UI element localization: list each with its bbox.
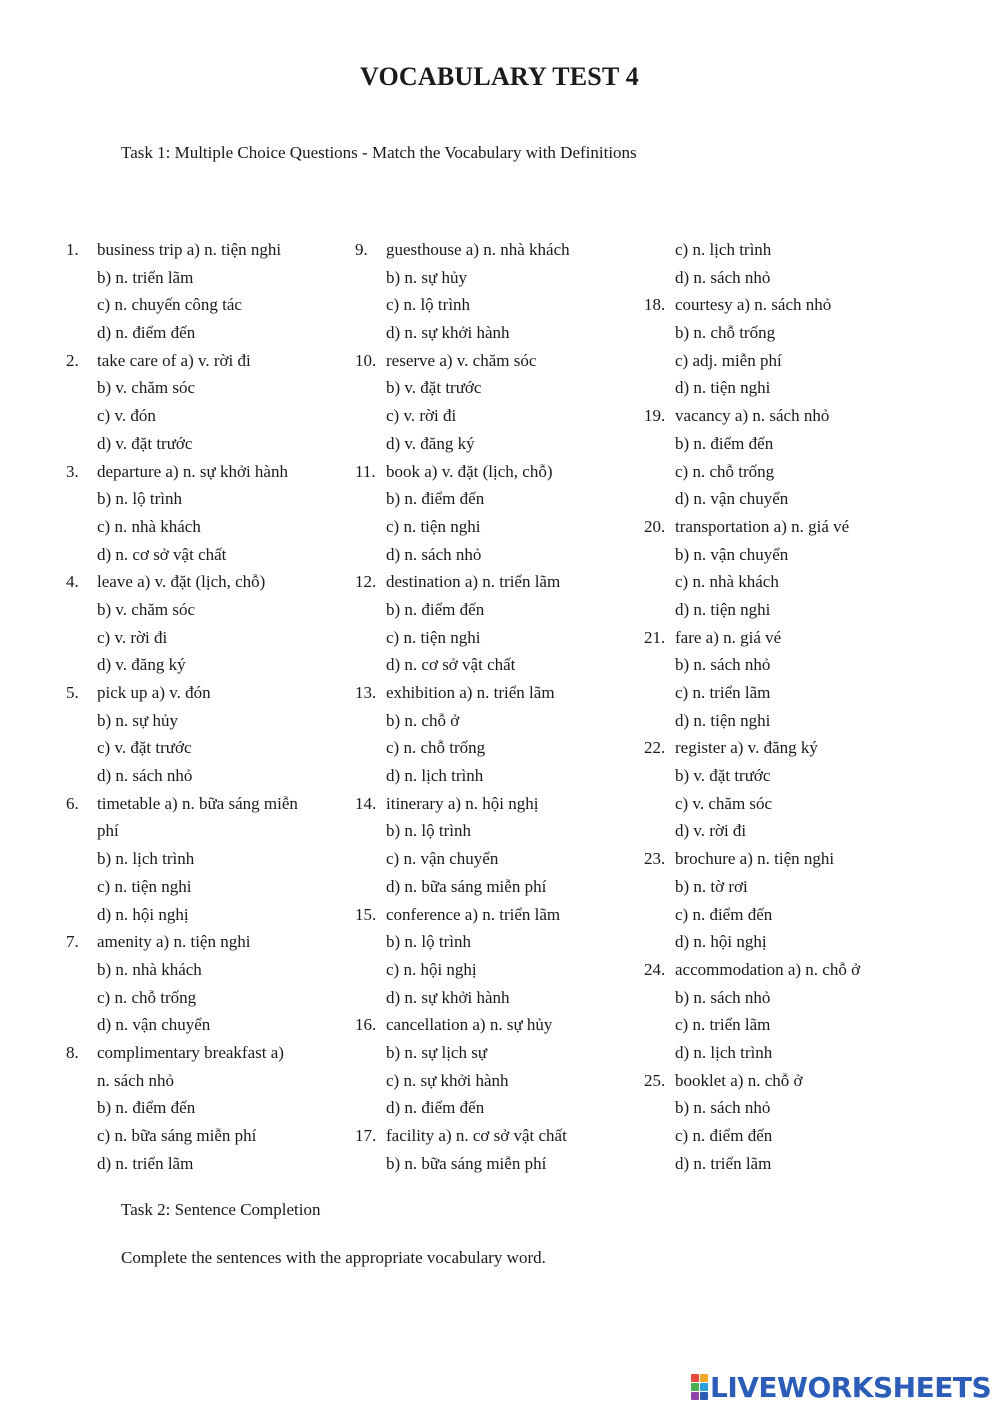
question-text: take care of a) v. rời đi <box>97 350 251 370</box>
question-text: b) n. sự hủy <box>386 267 467 287</box>
question-item <box>355 901 640 929</box>
question-text: timetable a) n. bữa sáng miễn <box>97 793 298 813</box>
question-number: 7. <box>66 932 79 952</box>
question-text: b) n. lộ trình <box>386 932 471 952</box>
option-line <box>355 541 640 569</box>
question-text: d) n. vận chuyển <box>97 1015 211 1035</box>
question-item <box>355 347 640 375</box>
option-line <box>644 928 929 956</box>
question-text: d) v. đặt trước <box>97 433 193 453</box>
question-item <box>355 1122 640 1150</box>
question-number: 22. <box>644 738 666 758</box>
option-line <box>66 984 351 1012</box>
question-number: 15. <box>355 904 377 924</box>
question-text: c) n. bữa sáng miễn phí <box>97 1126 257 1145</box>
option-line <box>355 707 640 735</box>
liveworksheets-brand[interactable] <box>691 1372 991 1402</box>
question-text: cancellation a) n. sự hủy <box>386 1015 553 1035</box>
question-number: 1. <box>66 240 79 259</box>
option-line <box>66 430 351 458</box>
option-line <box>66 402 351 430</box>
option-line <box>644 1150 929 1178</box>
option-line <box>66 485 351 513</box>
question-number: 16. <box>355 1015 377 1035</box>
question-text: b) n. lộ trình <box>386 821 471 841</box>
question-item <box>66 790 351 818</box>
question-number: 24. <box>644 959 666 979</box>
question-item <box>355 458 640 486</box>
question-text: d) v. đăng ký <box>386 433 475 453</box>
option-line <box>355 291 640 319</box>
question-text: d) n. sự khởi hành <box>386 987 510 1007</box>
option-line <box>355 485 640 513</box>
question-text: b) n. điểm đến <box>386 489 485 509</box>
option-line <box>355 1094 640 1122</box>
question-text: d) n. hội nghị <box>675 932 767 952</box>
option-line <box>355 374 640 402</box>
option-line <box>355 984 640 1012</box>
question-text: b) v. đặt trước <box>386 378 482 398</box>
option-line <box>644 568 929 596</box>
option-line <box>644 264 929 292</box>
option-line <box>644 817 929 845</box>
question-text: d) n. tiện nghi <box>675 710 771 730</box>
option-line <box>66 1011 351 1039</box>
question-text: pick up a) v. đón <box>97 683 211 702</box>
question-number: 3. <box>66 461 79 481</box>
question-text: c) n. triển lãm <box>675 683 771 702</box>
question-number: 4. <box>66 572 79 592</box>
option-line <box>66 845 351 873</box>
question-text: b) n. sách nhỏ <box>675 655 771 675</box>
question-number: 12. <box>355 572 377 592</box>
option-line <box>355 264 640 292</box>
question-text: c) n. lộ trình <box>386 295 471 315</box>
question-text: d) n. tiện nghi <box>675 378 771 398</box>
option-line <box>66 541 351 569</box>
task2-instruction: Complete the sentences with the appropriate vocabulary word. <box>121 1248 546 1267</box>
question-text: c) n. điểm đến <box>675 904 773 924</box>
option-line <box>644 1122 929 1150</box>
question-text: b) n. vận chuyển <box>675 544 789 564</box>
question-text: d) n. sự khởi hành <box>386 323 510 343</box>
option-line <box>355 734 640 762</box>
question-text: c) n. chỗ trống <box>97 987 197 1007</box>
question-text: complimentary breakfast a) <box>97 1042 284 1062</box>
option-line <box>355 1039 640 1067</box>
question-item <box>355 568 640 596</box>
question-text: d) n. vận chuyển <box>675 489 789 509</box>
question-text: b) n. điểm đến <box>97 1098 196 1118</box>
question-item <box>644 1067 929 1095</box>
option-line <box>66 1150 351 1178</box>
question-text: amenity a) n. tiện nghi <box>97 932 251 952</box>
question-text: b) n. sự hủy <box>97 710 178 730</box>
question-text: b) n. sách nhỏ <box>675 1098 771 1118</box>
question-item <box>355 679 640 707</box>
question-number: 19. <box>644 406 666 426</box>
question-text: b) n. điểm đến <box>675 433 774 453</box>
question-text: d) v. rời đi <box>675 821 747 841</box>
question-text: b) n. nhà khách <box>97 959 202 979</box>
option-line <box>355 513 640 541</box>
question-text: b) n. sự lịch sự <box>386 1042 488 1062</box>
question-text: b) n. triển lãm <box>97 267 194 287</box>
question-text: leave a) v. đặt (lịch, chỗ) <box>97 572 266 592</box>
question-text: facility a) n. cơ sở vật chất <box>386 1126 567 1145</box>
logo-tile <box>700 1383 708 1391</box>
question-item <box>355 236 640 264</box>
option-line <box>66 291 351 319</box>
question-text: d) n. lịch trình <box>386 766 484 786</box>
question-text: brochure a) n. tiện nghi <box>675 849 835 869</box>
liveworksheets-logo-icon <box>691 1374 708 1400</box>
question-column-3 <box>644 236 929 1177</box>
option-line <box>644 319 929 347</box>
question-text: c) n. điểm đến <box>675 1126 773 1145</box>
option-line <box>644 236 929 264</box>
question-number: 10. <box>355 350 377 370</box>
question-text: fare a) n. giá vé <box>675 627 782 647</box>
question-text: phí <box>97 821 119 841</box>
question-text: c) n. triển lãm <box>675 1015 771 1035</box>
question-text: c) n. tiện nghi <box>97 876 192 896</box>
question-item <box>644 956 929 984</box>
option-line <box>66 762 351 790</box>
question-text: c) n. chỗ trống <box>386 738 486 758</box>
question-text: b) v. đặt trước <box>675 766 771 786</box>
question-text: exhibition a) n. triển lãm <box>386 683 555 702</box>
question-text: c) n. nhà khách <box>97 516 201 536</box>
option-line <box>355 845 640 873</box>
question-text: n. sách nhỏ <box>97 1070 174 1090</box>
question-text: itinerary a) n. hội nghị <box>386 793 539 813</box>
option-line <box>355 319 640 347</box>
question-text: courtesy a) n. sách nhỏ <box>675 295 832 315</box>
question-number: 17. <box>355 1126 377 1145</box>
question-number: 20. <box>644 516 666 536</box>
logo-tile <box>700 1374 708 1382</box>
option-line <box>644 458 929 486</box>
option-line <box>355 1150 640 1178</box>
option-line <box>644 347 929 375</box>
question-item <box>66 347 351 375</box>
question-text: c) n. vận chuyển <box>386 849 499 869</box>
question-text: b) n. chỗ ở <box>386 710 460 730</box>
question-text: d) n. tiện nghi <box>675 599 771 619</box>
option-line <box>66 596 351 624</box>
option-line <box>644 1094 929 1122</box>
question-text: b) n. sách nhỏ <box>675 987 771 1007</box>
question-text: transportation a) n. giá vé <box>675 516 850 536</box>
question-number: 25. <box>644 1070 666 1090</box>
question-item <box>644 624 929 652</box>
option-line <box>355 1067 640 1095</box>
question-text: c) n. tiện nghi <box>386 627 481 647</box>
question-item <box>644 845 929 873</box>
question-column-1 <box>66 236 351 1177</box>
question-text: d) n. sách nhỏ <box>386 544 482 564</box>
question-text: reserve a) v. chăm sóc <box>386 350 537 370</box>
question-text: c) n. chỗ trống <box>675 461 775 481</box>
question-text: d) n. triển lãm <box>675 1153 772 1173</box>
question-text: accommodation a) n. chỗ ở <box>675 959 861 979</box>
question-text: b) n. lộ trình <box>97 489 182 509</box>
question-item <box>66 568 351 596</box>
question-number: 21. <box>644 627 666 647</box>
question-text: c) adj. miễn phí <box>675 350 782 370</box>
question-text: conference a) n. triển lãm <box>386 904 561 924</box>
question-text: d) n. lịch trình <box>675 1042 773 1062</box>
question-text: departure a) n. sự khởi hành <box>97 461 288 481</box>
question-text: b) n. tờ rơi <box>675 876 748 896</box>
option-line <box>644 1039 929 1067</box>
option-line <box>355 817 640 845</box>
option-line <box>66 319 351 347</box>
option-line <box>644 984 929 1012</box>
option-line <box>644 430 929 458</box>
question-text: c) n. sự khởi hành <box>386 1070 509 1090</box>
question-number: 8. <box>66 1042 79 1062</box>
question-item <box>644 734 929 762</box>
question-item <box>355 790 640 818</box>
question-text: b) n. bữa sáng miễn phí <box>386 1153 547 1173</box>
question-text: c) n. tiện nghi <box>386 516 481 536</box>
question-item <box>644 402 929 430</box>
question-text: b) n. điểm đến <box>386 599 485 619</box>
option-line <box>355 956 640 984</box>
option-line <box>355 651 640 679</box>
option-line <box>644 790 929 818</box>
option-line <box>355 430 640 458</box>
question-text: d) n. cơ sở vật chất <box>97 544 227 564</box>
option-line <box>644 541 929 569</box>
question-number: 5. <box>66 683 79 702</box>
question-text: c) n. hội nghị <box>386 959 477 979</box>
question-text: guesthouse a) n. nhà khách <box>386 240 570 259</box>
question-text: d) n. điểm đến <box>386 1098 485 1118</box>
logo-tile <box>700 1392 708 1400</box>
question-text: d) n. cơ sở vật chất <box>386 655 516 675</box>
question-text: register a) v. đăng ký <box>675 738 818 758</box>
question-text: c) v. đặt trước <box>97 738 192 758</box>
question-number: 2. <box>66 350 79 370</box>
question-text: book a) v. đặt (lịch, chỗ) <box>386 461 553 481</box>
logo-tile <box>691 1392 699 1400</box>
option-line <box>644 1011 929 1039</box>
option-line <box>644 873 929 901</box>
option-line <box>66 651 351 679</box>
question-item <box>644 513 929 541</box>
task2-heading: Task 2: Sentence Completion <box>121 1200 321 1219</box>
question-text: b) n. lịch trình <box>97 849 195 869</box>
option-line <box>644 762 929 790</box>
option-line <box>644 651 929 679</box>
option-line <box>644 374 929 402</box>
option-line <box>644 485 929 513</box>
question-text: destination a) n. triển lãm <box>386 572 561 592</box>
question-number: 14. <box>355 793 377 813</box>
question-text: b) v. chăm sóc <box>97 378 196 398</box>
question-text: c) v. chăm sóc <box>675 793 773 813</box>
option-line <box>66 817 351 845</box>
question-text: c) n. lịch trình <box>675 240 772 259</box>
question-item <box>66 458 351 486</box>
question-item <box>66 679 351 707</box>
option-line <box>66 374 351 402</box>
option-line <box>355 873 640 901</box>
question-number: 9. <box>355 240 368 259</box>
question-text: c) n. nhà khách <box>675 572 779 592</box>
option-line <box>66 873 351 901</box>
question-text: vacancy a) n. sách nhỏ <box>675 406 830 426</box>
question-text: d) n. bữa sáng miễn phí <box>386 876 547 896</box>
option-line <box>644 707 929 735</box>
option-line <box>66 1122 351 1150</box>
question-number: 6. <box>66 793 79 813</box>
option-line <box>355 624 640 652</box>
question-text: c) v. rời đi <box>386 406 457 426</box>
page-title: VOCABULARY TEST 4 <box>360 62 639 91</box>
option-line <box>66 734 351 762</box>
question-text: booklet a) n. chỗ ở <box>675 1070 803 1090</box>
option-line <box>644 901 929 929</box>
option-line <box>355 762 640 790</box>
question-item <box>66 1039 351 1067</box>
option-line <box>644 679 929 707</box>
question-text: d) n. điểm đến <box>97 323 196 343</box>
option-line <box>355 402 640 430</box>
question-number: 11. <box>355 461 376 481</box>
question-text: d) n. sách nhỏ <box>675 267 771 287</box>
option-line <box>644 596 929 624</box>
question-number: 23. <box>644 849 666 869</box>
option-line <box>66 624 351 652</box>
logo-tile <box>691 1374 699 1382</box>
option-line <box>66 1094 351 1122</box>
question-text: d) n. sách nhỏ <box>97 766 193 786</box>
question-column-2 <box>355 236 640 1177</box>
question-text: c) n. chuyến công tác <box>97 295 242 315</box>
brand-name: LIVEWORKSHEETS <box>710 1370 992 1404</box>
option-line <box>355 928 640 956</box>
question-item <box>66 236 351 264</box>
question-item <box>355 1011 640 1039</box>
option-line <box>66 1067 351 1095</box>
option-line <box>66 513 351 541</box>
option-line <box>66 707 351 735</box>
logo-tile <box>691 1383 699 1391</box>
question-text: d) n. hội nghị <box>97 904 189 924</box>
question-text: c) v. đón <box>97 406 156 426</box>
question-text: business trip a) n. tiện nghi <box>97 240 282 259</box>
option-line <box>66 956 351 984</box>
option-line <box>66 264 351 292</box>
question-text: c) v. rời đi <box>97 627 168 647</box>
question-text: d) n. triển lãm <box>97 1153 194 1173</box>
question-item <box>66 928 351 956</box>
task1-heading: Task 1: Multiple Choice Questions - Match the Vocabulary with Definitions <box>121 143 637 162</box>
question-text: b) n. chỗ trống <box>675 323 776 343</box>
question-text: d) v. đăng ký <box>97 655 186 675</box>
option-line <box>355 596 640 624</box>
question-number: 13. <box>355 683 377 702</box>
question-item <box>644 291 929 319</box>
question-number: 18. <box>644 295 666 315</box>
option-line <box>66 901 351 929</box>
question-text: b) v. chăm sóc <box>97 599 196 619</box>
